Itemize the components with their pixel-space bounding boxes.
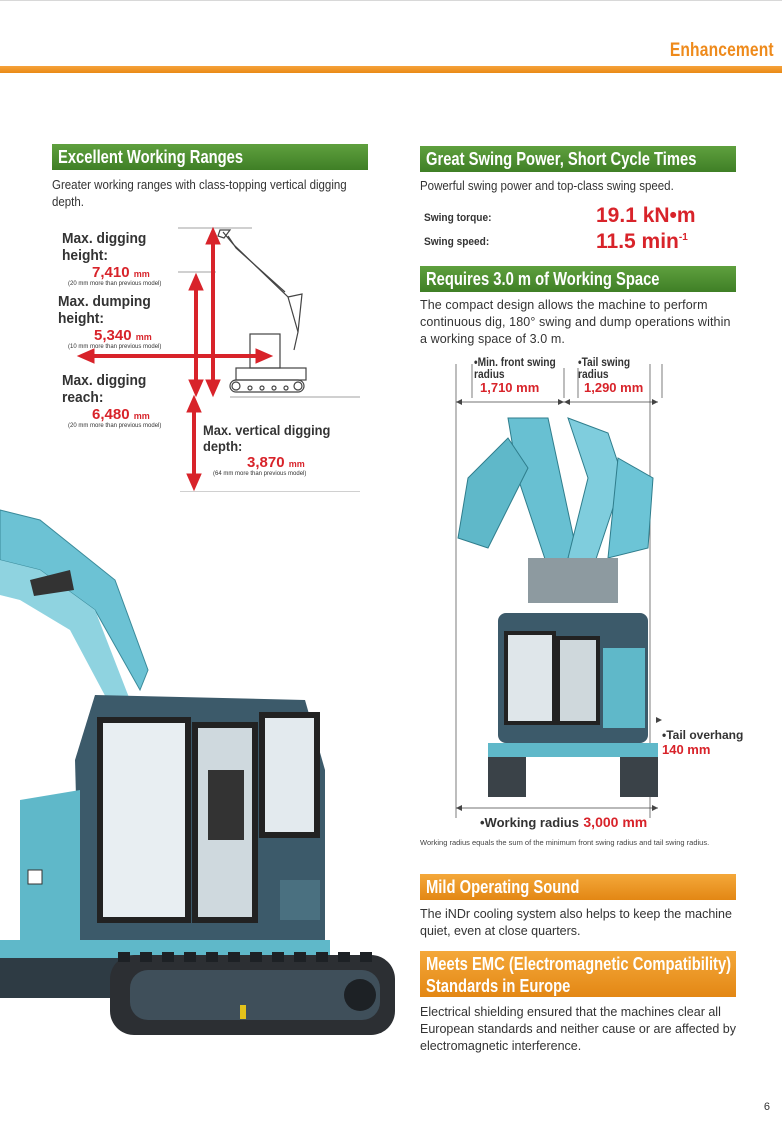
header-bar (0, 66, 782, 73)
vertical-depth-value: 3,870 mm (247, 454, 305, 471)
dumping-height-label: Max. dumping height: (58, 293, 151, 327)
digging-reach-value: 6,480 mm (92, 406, 150, 423)
emc-description: Electrical shielding ensured that the machines clear all European standards and neither cause or are affected by electromagnetic interference. (420, 1005, 736, 1053)
emc-title: Meets EMC (Electromagnetic Compatibility) Standards in Europe (420, 951, 736, 997)
swing-speed-value: 11.5 $\min^{-1}$ (596, 230, 688, 253)
swing-torque-value: 19.1 kN•m (596, 204, 696, 227)
vertical-depth-label: Max. vertical digging depth: (203, 422, 331, 454)
digging-reach-block (62, 372, 192, 429)
digging-height-note: (20 mm more than previous model) (68, 281, 162, 287)
tail-swing-block (578, 356, 668, 395)
tail-overhang-block (662, 728, 772, 757)
working-radius-label: •Working radius (480, 815, 579, 830)
digging-height-block (62, 230, 192, 287)
tail-swing-label: •Tail swing radius (578, 355, 631, 381)
swing-description: Powerful swing power and top-class swing speed. (420, 179, 674, 193)
digging-height-label: Max. digging height: (62, 230, 147, 264)
swing-speed-label: Swing speed: (424, 236, 490, 248)
page-number: 6 (763, 1101, 770, 1113)
working-radius-block (480, 814, 647, 832)
dumping-height-note: (10 mm more than previous model) (68, 344, 162, 350)
tail-overhang-label: •Tail overhang (662, 728, 744, 742)
sound-description: The iNDr cooling system also helps to keep the machine quiet, even at close quarters. (420, 907, 732, 938)
dumping-height-value: 5,340 mm (94, 327, 152, 344)
top-rule (0, 0, 782, 1)
space-description: The compact design allows the machine to perform continuous dig, 180° swing and dump operations within a working space of 3.0 m. (420, 298, 731, 346)
swing-title: Great Swing Power, Short Cycle Times (420, 146, 736, 172)
swing-torque-label: Swing torque: (424, 212, 492, 224)
digging-height-value: 7,410 mm (92, 264, 150, 281)
dumping-height-block (58, 293, 198, 350)
working-ranges-description: Greater working ranges with class-topping vertical digging depth. (52, 178, 347, 209)
front-swing-block (474, 356, 574, 395)
working-space-diagram (448, 355, 678, 818)
working-ranges-title: Excellent Working Ranges (52, 144, 368, 170)
digging-reach-note: (20 mm more than previous model) (68, 423, 162, 429)
space-title: Requires 3.0 m of Working Space (420, 266, 736, 292)
vertical-depth-note: (64 mm more than previous model) (213, 471, 307, 477)
section-label: Enhancement (670, 40, 774, 61)
excavator-photo (0, 500, 400, 1060)
working-radius-value: 3,000 mm (583, 814, 648, 830)
front-swing-label: •Min. front swing radius (474, 355, 556, 381)
working-radius-footnote: Working radius equals the sum of the minimum front swing radius and tail swing radius. (420, 838, 710, 847)
tail-swing-value: 1,290 mm (584, 380, 644, 395)
sound-title: Mild Operating Sound (420, 874, 736, 900)
vertical-depth-block (203, 422, 373, 477)
digging-reach-label: Max. digging reach: (62, 372, 147, 406)
front-swing-value: 1,710 mm (480, 380, 540, 395)
tail-overhang-value: 140 mm (662, 742, 711, 757)
